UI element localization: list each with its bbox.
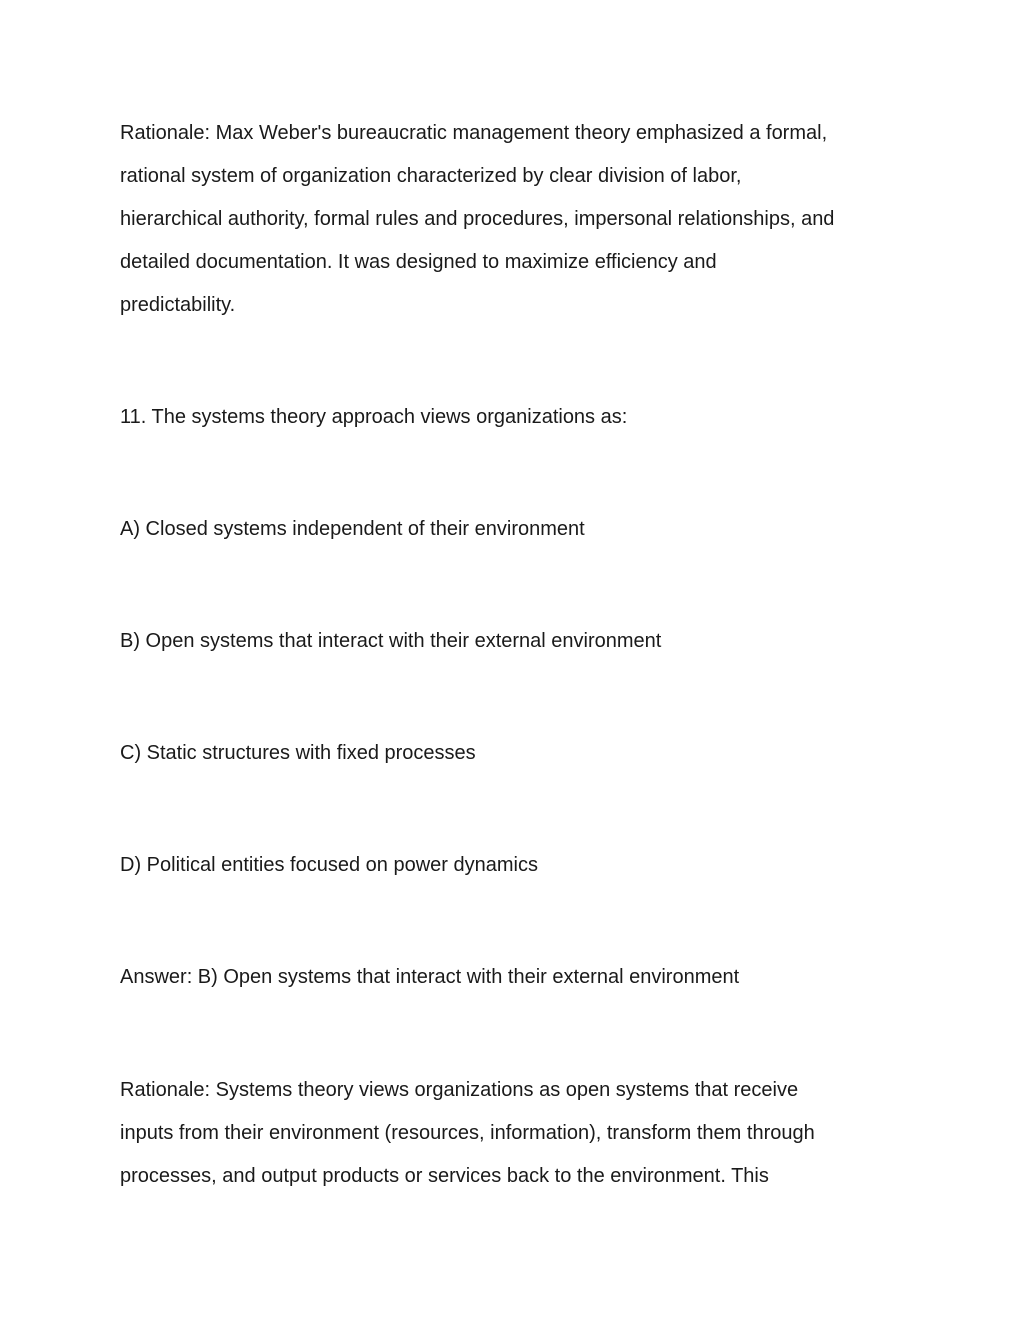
option-d: D) Political entities focused on power dynamics — [120, 854, 538, 876]
rationale-line: rational system of organization characterized by clear division of labor, — [120, 165, 742, 187]
option-c: C) Static structures with fixed processes — [120, 742, 476, 764]
rationale-line: inputs from their environment (resources, information), transform them through — [120, 1122, 815, 1144]
rationale-paragraph-bureaucracy — [120, 112, 910, 327]
question-text: 11. The systems theory approach views organizations as: — [120, 406, 628, 428]
answer-text: Answer: B) Open systems that interact with their external environment — [120, 966, 740, 988]
option-b: B) Open systems that interact with their external environment — [120, 630, 662, 652]
rationale-line: Rationale: Max Weber's bureaucratic management theory emphasized a formal, — [120, 122, 828, 144]
rationale-line: predictability. — [120, 294, 236, 316]
rationale-line: detailed documentation. It was designed to maximize efficiency and — [120, 251, 717, 273]
rationale-line: Rationale: Systems theory views organizations as open systems that receive — [120, 1079, 799, 1101]
rationale-line: processes, and output products or services back to the environment. This — [120, 1165, 769, 1187]
rationale-line: hierarchical authority, formal rules and procedures, impersonal relationships, and — [120, 208, 835, 230]
rationale-paragraph-systems — [120, 1069, 910, 1198]
option-a: A) Closed systems independent of their environment — [120, 518, 585, 540]
